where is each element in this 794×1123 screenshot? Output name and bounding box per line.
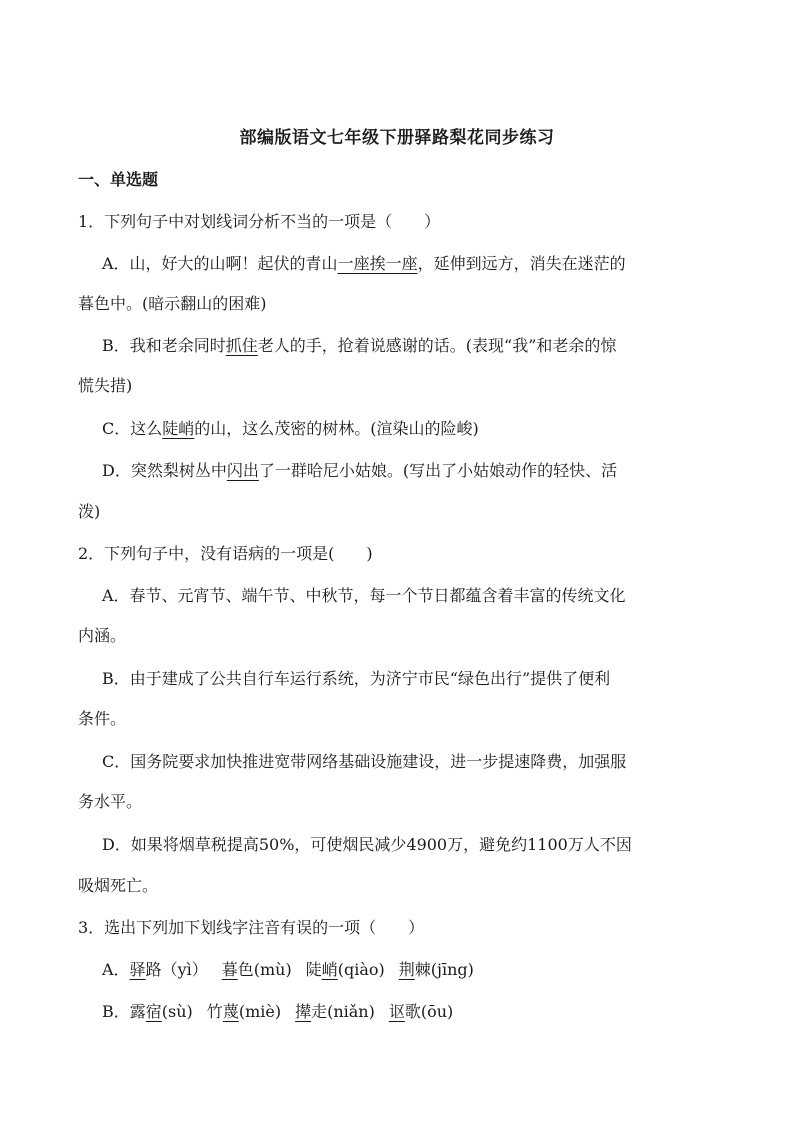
question-2-option-b-continued: 条件。 <box>78 709 127 728</box>
plain-char: 竹 <box>206 1002 223 1021</box>
option-text: D．突然梨树丛中 <box>102 461 227 480</box>
plain-char: 露 <box>129 1002 146 1021</box>
underlined-char: 峭 <box>321 960 338 979</box>
underlined-term: 闪出 <box>226 461 259 480</box>
question-2-option-b: B．由于建成了公共自行车运行系统，为济宁市民“绿色出行”提供了便利 <box>102 669 611 688</box>
option-text: ，延伸到远方，消失在迷茫的 <box>417 254 626 273</box>
question-3-stem: 3．选出下列加下划线字注音有误的一项（ ） <box>78 918 425 937</box>
underlined-char: 宿 <box>145 1002 162 1021</box>
underlined-term: 一座挨一座 <box>337 254 418 273</box>
option-label: A． <box>102 960 130 979</box>
question-1-stem: 1．下列句子中对划线词分析不当的一项是（ ） <box>78 212 441 231</box>
pinyin-text: 歌(ōu) <box>404 1002 454 1021</box>
question-2-option-a-continued: 内涵。 <box>78 626 127 645</box>
question-1-option-a <box>102 252 626 276</box>
question-3-option-b <box>102 1000 453 1024</box>
underlined-char: 暮 <box>221 960 238 979</box>
underlined-char: 蔑 <box>222 1002 239 1021</box>
question-2-option-d: D．如果将烟草税提高50%，可使烟民减少4900万，避免约1100万人不因 <box>102 835 632 854</box>
option-text: C．这么 <box>102 419 163 438</box>
underlined-term: 抓住 <box>225 336 258 355</box>
underlined-char: 驿 <box>129 960 146 979</box>
option-label: B． <box>102 1002 130 1021</box>
document-title: 部编版语文七年级下册驿路梨花同步练习 <box>239 128 555 148</box>
question-2-option-d-continued: 吸烟死亡。 <box>78 876 159 895</box>
question-2-stem: 2．下列句子中，没有语病的一项是( ) <box>78 544 373 563</box>
question-2-option-c-continued: 务水平。 <box>78 792 143 811</box>
pinyin-text: 走(niǎn) <box>311 1002 375 1021</box>
question-1-option-d-continued: 泼) <box>78 502 101 521</box>
option-text: 的山，这么茂密的树林。(渲染山的险峻) <box>194 419 479 438</box>
pinyin-text: 棘(jīng) <box>414 960 474 979</box>
pinyin-text: (qiào) <box>337 960 385 979</box>
option-text: B．我和老余同时 <box>102 336 226 355</box>
section-heading: 一、单选题 <box>78 170 159 189</box>
pinyin-text: 路（yì） <box>145 960 208 979</box>
plain-char: 陡 <box>305 960 322 979</box>
underlined-term: 陡峭 <box>162 419 195 438</box>
option-text: A．山，好大的山啊！起伏的青山 <box>102 254 338 273</box>
underlined-char: 撵 <box>295 1002 312 1021</box>
question-2-option-a: A．春节、元宵节、端午节、中秋节，每一个节日都蕴含着丰富的传统文化 <box>102 586 626 605</box>
underlined-char: 荆 <box>398 960 415 979</box>
question-1-option-b <box>102 334 616 358</box>
question-1-option-a-continued: 暮色中。(暗示翻山的困难) <box>78 294 267 313</box>
pinyin-text: (miè) <box>238 1002 282 1021</box>
question-1-option-d <box>102 459 617 483</box>
pinyin-text: (sù) <box>161 1002 193 1021</box>
option-text: 了一群哈尼小姑娘。(写出了小姑娘动作的轻快、活 <box>258 461 618 480</box>
underlined-char: 讴 <box>388 1002 405 1021</box>
question-1-option-c <box>102 417 479 441</box>
option-text: 老人的手，抢着说感谢的话。(表现“我”和老余的惊 <box>257 336 617 355</box>
pinyin-text: 色(mù) <box>237 960 292 979</box>
question-2-option-c: C．国务院要求加快推进宽带网络基础设施建设，进一步提速降费，加强服 <box>102 752 627 771</box>
question-1-option-b-continued: 慌失措) <box>78 376 133 395</box>
question-3-option-a <box>102 958 474 982</box>
